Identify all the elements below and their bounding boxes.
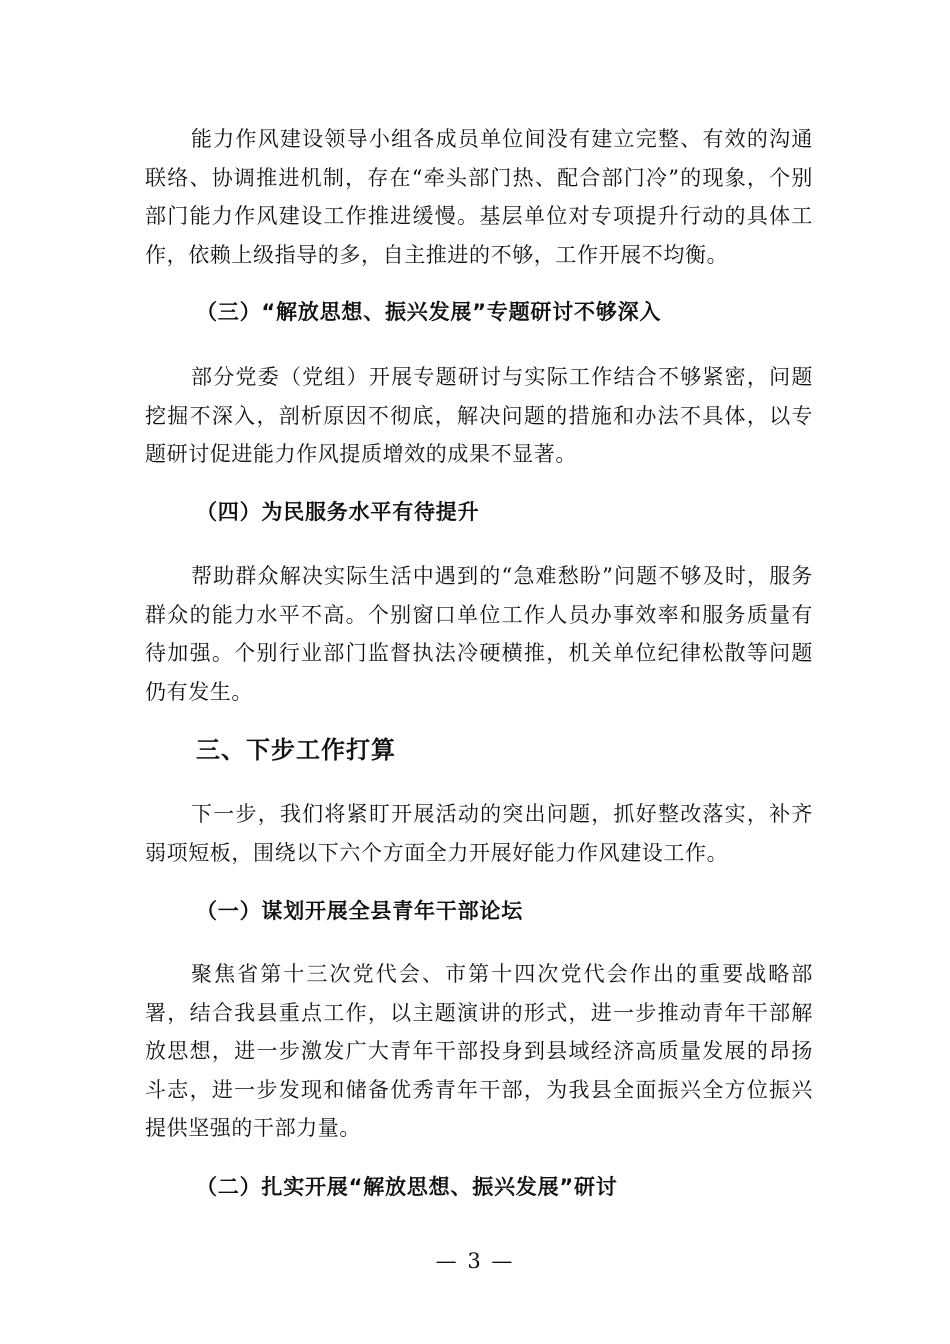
- subheading-seminar-not-deep: （三）“解放思想、振兴发展”专题研讨不够深入: [196, 300, 662, 324]
- paragraph-service-issue: 帮助群众解决实际生活中遇到的“急难愁盼”问题不够及时，服务群众的能力水平不高。个别窗口单位工作人员办事效率和服务质量有待加强。个别行业部门监督执法冷硬横推，机关单位纪律松散等问题仍有发生。: [145, 564, 813, 704]
- paragraph-coordination-issue: 能力作风建设领导小组各成员单位间没有建立完整、有效的沟通联络、协调推进机制，存在“牵头部门热、配合部门冷”的现象，个别部门能力作风建设工作推进缓慢。基层单位对专项提升行动的具体工作，依赖上级指导的多，自主推进的不够，工作开展不均衡。: [145, 127, 813, 267]
- paragraph-next-steps-intro: 下一步，我们将紧盯开展活动的突出问题，抓好整改落实，补齐弱项短板，围绕以下六个方面全力开展好能力作风建设工作。: [145, 802, 813, 865]
- paragraph-youth-forum: 聚焦省第十三次党代会、市第十四次党代会作出的重要战略部署，结合我县重点工作，以主题演讲的形式，进一步推动青年干部解放思想，进一步激发广大青年干部投身到县域经济高质量发展的昂扬斗志，进一步发现和储备优秀青年干部，为我县全面振兴全方位振兴提供坚强的干部力量。: [145, 962, 813, 1140]
- subheading-youth-forum: （一）谋划开展全县青年干部论坛: [196, 899, 523, 923]
- section-heading-next-steps: 三、下步工作打算: [196, 736, 396, 764]
- page-number: — 3 —: [435, 1249, 515, 1273]
- subheading-seminar-plan: （二）扎实开展“解放思想、振兴发展”研讨: [196, 1175, 618, 1199]
- subheading-service-level: （四）为民服务水平有待提升: [196, 500, 480, 524]
- paragraph-seminar-issue: 部分党委（党组）开展专题研讨与实际工作结合不够紧密，问题挖掘不深入，剖析原因不彻底，解决问题的措施和办法不具体，以专题研讨促进能力作风提质增效的成果不显著。: [145, 365, 813, 466]
